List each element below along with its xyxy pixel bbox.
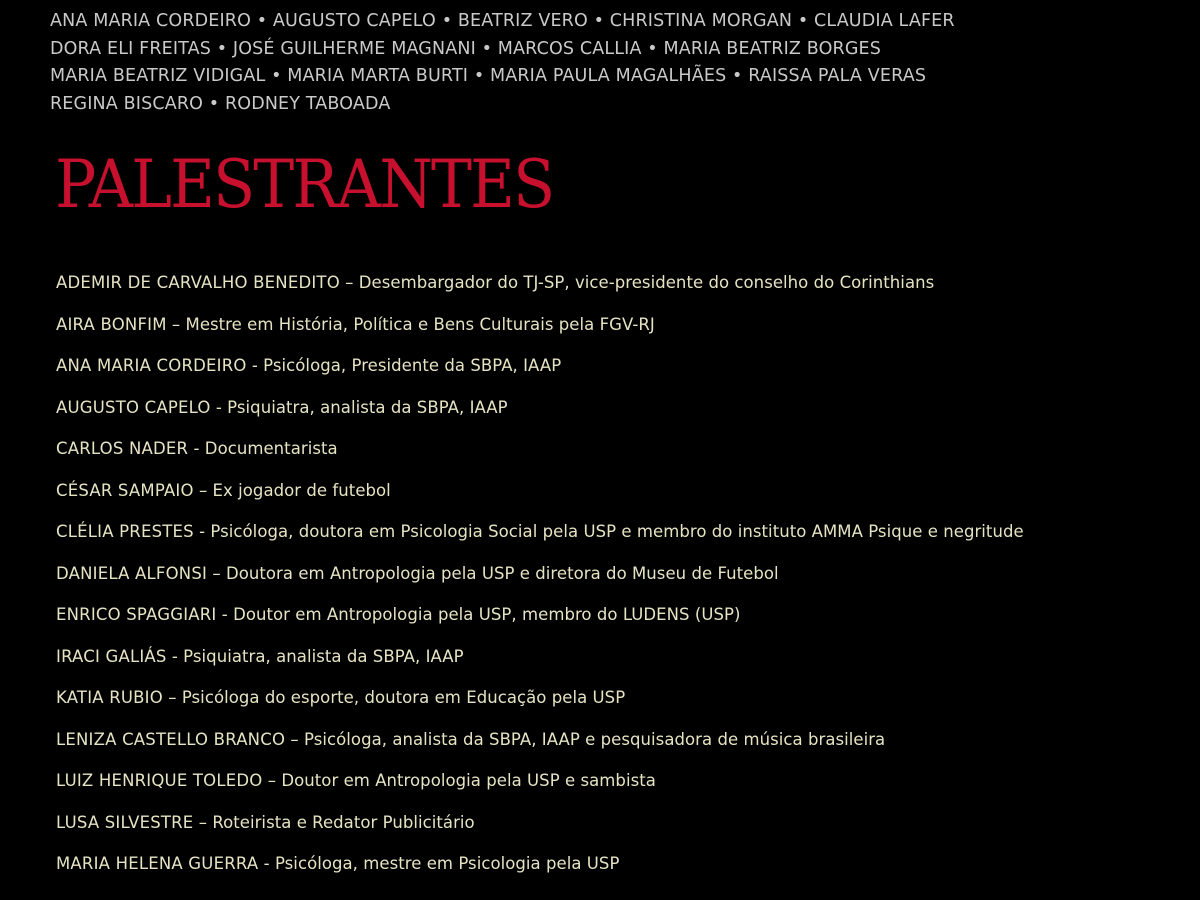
speaker-item [56, 601, 1186, 643]
committee-line: REGINA BISCARO • RODNEY TABOADA [50, 93, 391, 114]
speaker-description: – Psicóloga, analista da SBPA, IAAP e pesquisadora de música brasileira [285, 729, 886, 749]
speaker-description: – Roteirista e Redator Publicitário [193, 812, 475, 832]
speaker-description: - Psicóloga, doutora em Psicologia Social pela USP e membro do instituto AMMA Psique e negritude [193, 522, 1024, 541]
speaker-item [56, 643, 1186, 685]
speaker-description: – Psicóloga do esporte, doutora em Educação pela USP [162, 688, 626, 707]
speaker-name: MARIA HELENA GUERRA [56, 854, 259, 873]
speaker-list [56, 269, 1186, 892]
speaker-name: ADEMIR DE CARVALHO BENEDITO [56, 273, 340, 292]
speaker-name: DANIELA ALFONSI [56, 563, 208, 583]
speaker-description: - Psicóloga, mestre em Psicologia pela USP [258, 854, 620, 873]
speaker-name: IRACI GALIÁS [56, 646, 167, 666]
speaker-description: – Mestre em História, Política e Bens Culturais pela FGV-RJ [166, 314, 655, 334]
speaker-description: - Psiquiatra, analista da SBPA, IAAP [210, 397, 508, 417]
speaker-description: - Documentarista [188, 439, 338, 458]
speaker-name: LENIZA CASTELLO BRANCO [56, 729, 286, 749]
speaker-name: KATIA RUBIO [56, 688, 163, 707]
speaker-description: - Psiquiatra, analista da SBPA, IAAP [166, 646, 464, 666]
speaker-item [56, 560, 1186, 602]
speaker-description: – Desembargador do TJ-SP, vice-presidente do conselho do Corinthians [339, 273, 935, 292]
speaker-name: ENRICO SPAGGIARI [56, 605, 217, 624]
speaker-item [56, 352, 1186, 394]
speaker-description: – Doutor em Antropologia pela USP e sambista [262, 771, 656, 790]
speaker-name: ANA MARIA CORDEIRO [56, 356, 247, 375]
speaker-name: LUIZ HENRIQUE TOLEDO [56, 771, 263, 790]
speaker-item [56, 518, 1186, 560]
speaker-description: - Doutor em Antropologia pela USP, membro do LUDENS (USP) [216, 605, 741, 624]
committee-list [50, 8, 1170, 118]
speaker-description: - Psicóloga, Presidente da SBPA, IAAP [246, 356, 562, 375]
speaker-name: LUSA SILVESTRE [56, 812, 194, 832]
speaker-item [56, 269, 1186, 311]
speaker-item [56, 767, 1186, 809]
speaker-item [56, 394, 1186, 436]
speaker-name: CARLOS NADER [56, 439, 189, 458]
speaker-item [56, 311, 1186, 353]
speaker-name: AUGUSTO CAPELO [56, 397, 211, 417]
speaker-item [56, 435, 1186, 477]
speaker-item [56, 850, 1186, 892]
committee-line: MARIA BEATRIZ VIDIGAL • MARIA MARTA BURTI • MARIA PAULA MAGALHÃES • RAISSA PALA VERAS [50, 66, 927, 86]
section-title: PALESTRANTES [55, 146, 554, 223]
speaker-name: AIRA BONFIM [56, 314, 167, 334]
speaker-item [56, 726, 1186, 768]
speaker-description: – Ex jogador de futebol [193, 480, 391, 500]
speaker-item [56, 684, 1186, 726]
speaker-item [56, 809, 1186, 851]
speaker-name: CÉSAR SAMPAIO [56, 480, 194, 500]
committee-line: ANA MARIA CORDEIRO • AUGUSTO CAPELO • BEATRIZ VERO • CHRISTINA MORGAN • CLAUDIA LAFER [50, 11, 955, 31]
speaker-item [56, 477, 1186, 519]
committee-line: DORA ELI FREITAS • JOSÉ GUILHERME MAGNANI • MARCOS CALLIA • MARIA BEATRIZ BORGES [50, 38, 882, 59]
speaker-description: – Doutora em Antropologia pela USP e diretora do Museu de Futebol [207, 563, 779, 583]
speaker-name: CLÉLIA PRESTES [56, 522, 194, 541]
